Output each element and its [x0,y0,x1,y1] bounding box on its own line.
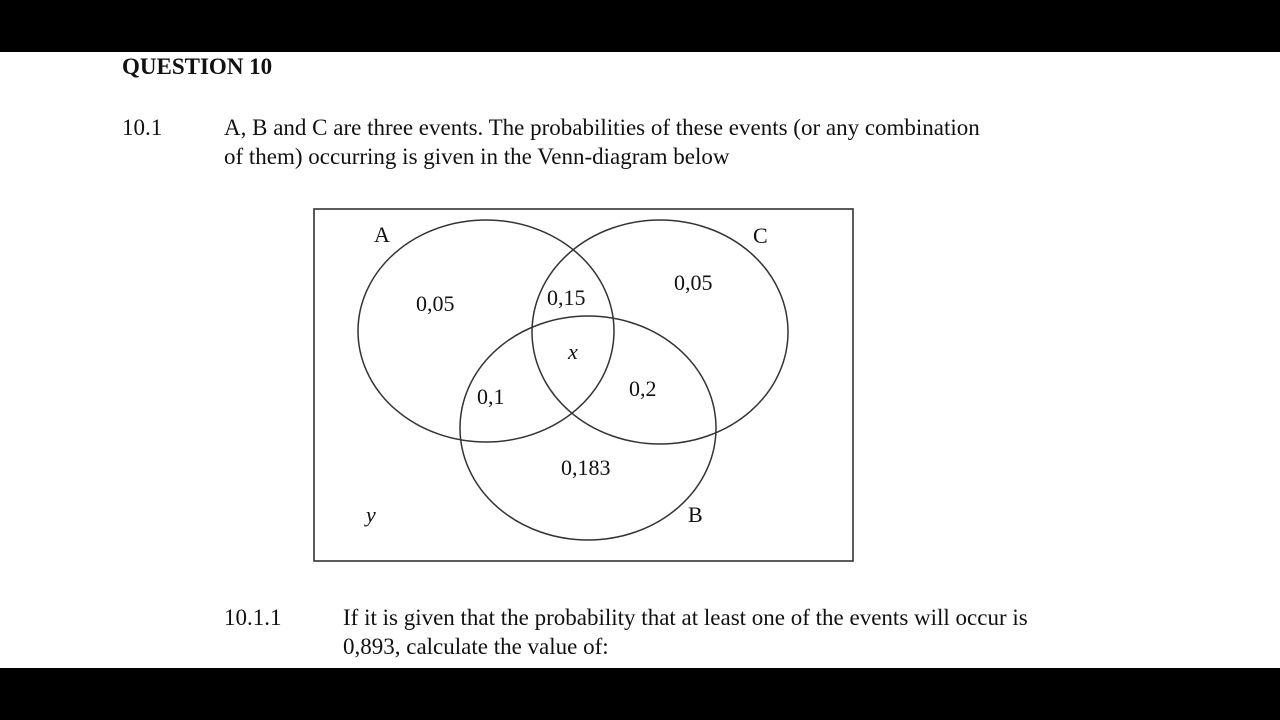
region-a-b: 0,1 [477,384,505,409]
region-a-only: 0,05 [416,291,455,316]
question-number: 10.1 [122,115,163,140]
label-a: A [374,222,390,247]
question-text-line1: A, B and C are three events. The probabilities of these events (or any combination [224,115,980,140]
region-c-only: 0,05 [674,270,713,295]
circle-b [460,316,716,540]
label-b: B [688,502,703,527]
circle-c [532,220,788,444]
question-heading: QUESTION 10 [122,54,273,79]
subquestion-text-line2: 0,893, calculate the value of: [343,634,609,659]
subquestion-number: 10.1.1 [224,605,282,630]
subquestion-text-line1: If it is given that the probability that at least one of the events will occur is [343,605,1028,630]
label-c: C [753,223,768,248]
region-b-only: 0,183 [561,455,611,480]
region-b-c: 0,2 [629,376,657,401]
question-text-line2: of them) occurring is given in the Venn-diagram below [224,144,730,169]
region-outside: y [366,502,376,527]
region-a-c: 0,15 [547,285,586,310]
region-a-b-c: x [568,339,578,364]
